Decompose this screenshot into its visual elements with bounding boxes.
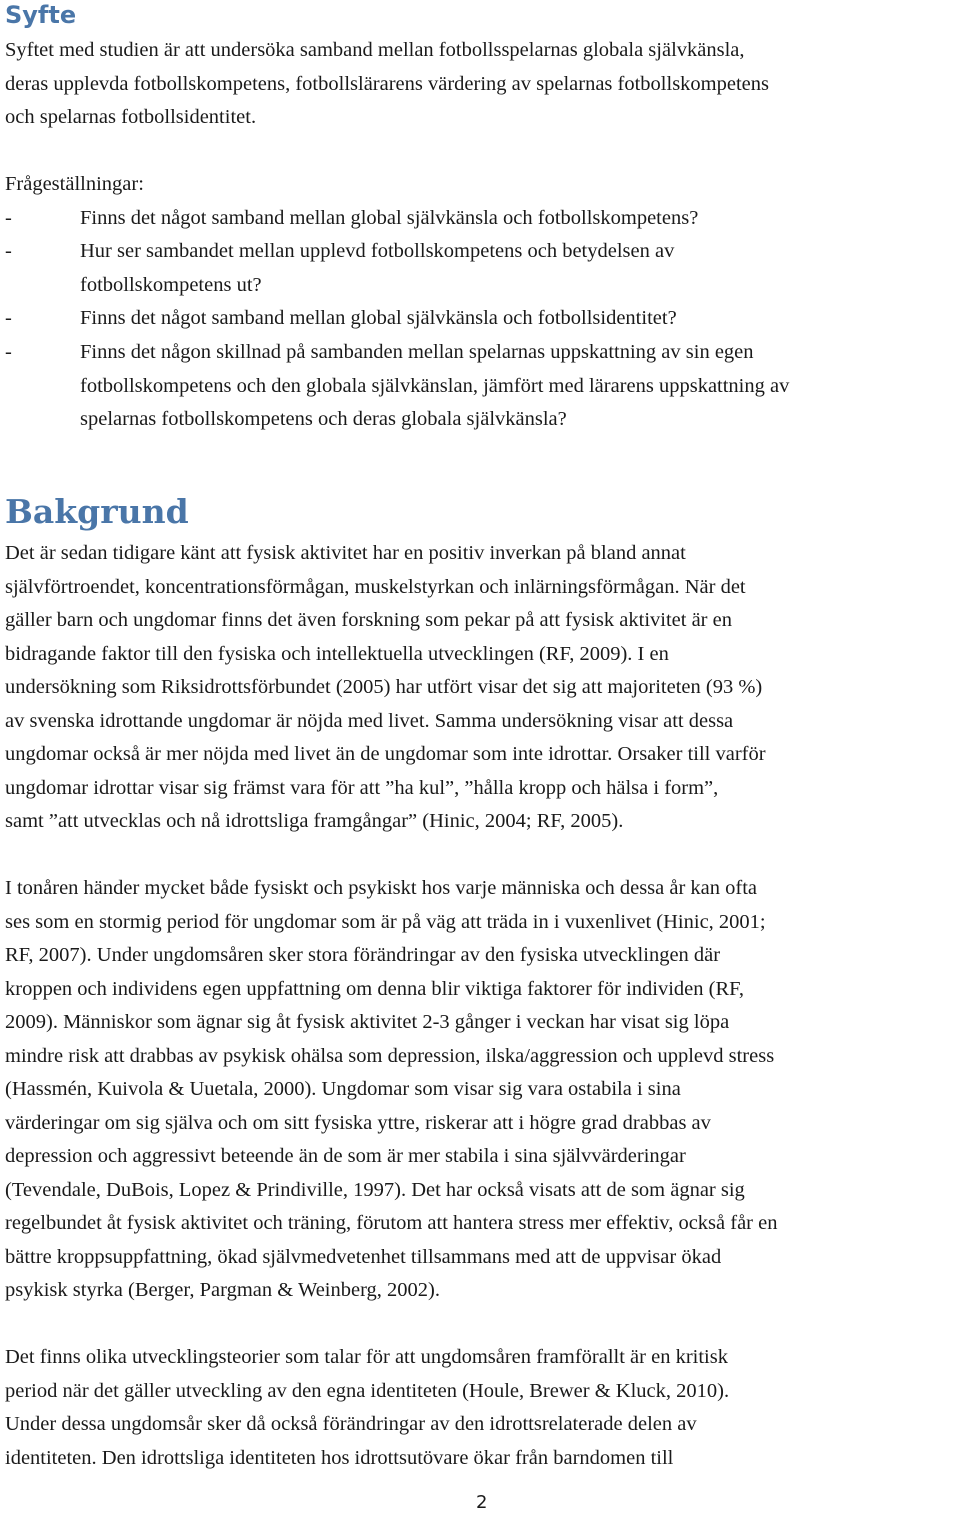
paragraph-line: ses som en stormig period för ungdomar som är på väg att träda in i vuxenlivet (Hinic, 2001;: [5, 910, 766, 933]
paragraph-line: självförtroendet, koncentrationsförmågan, muskelstyrkan och inlärningsförmågan. När det: [5, 575, 746, 598]
heading-syfte: Syfte: [5, 1, 77, 29]
list-dash: -: [5, 341, 12, 363]
paragraph-line: depression och aggressivt beteende än de som är mer stabila i sina självvärderingar: [5, 1145, 686, 1167]
paragraph-line: identiteten. Den idrottsliga identiteten hos idrottsutövare ökar från barndomen till: [5, 1446, 674, 1469]
heading-bakgrund: Bakgrund: [5, 492, 189, 531]
paragraph-line: I tonåren händer mycket både fysiskt och psykiskt hos varje människa och dessa år kan ofta: [5, 877, 758, 899]
paragraph-line: psykisk styrka (Berger, Pargman & Weinberg, 2002).: [5, 1279, 440, 1301]
fragestallningar-label: Frågeställningar:: [5, 173, 144, 195]
paragraph-line: av svenska idrottande ungdomar är nöjda med livet. Samma undersökning visar att dessa: [5, 709, 734, 732]
paragraph-line: (Tevendale, DuBois, Lopez & Prindiville, 1997). Det har också visats att de som ägnar sig: [5, 1178, 745, 1201]
paragraph-line: regelbundet åt fysisk aktivitet och träning, förutom att hantera stress mer effektiv, också får en: [5, 1212, 778, 1234]
paragraph-line: kroppen och individens egen uppfattning om denna blir viktiga faktorer för individen (RF,: [5, 977, 745, 1000]
page-number: 2: [476, 1492, 488, 1513]
list-dash: -: [5, 206, 12, 229]
paragraph-line: Under dessa ungdomsår sker då också förändringar av den idrottsrelaterade delen av: [5, 1413, 697, 1435]
syfte-line: Syftet med studien är att undersöka samband mellan fotbollsspelarnas globala självkänsla,: [5, 39, 745, 61]
question-text: spelarnas fotbollskompetens och deras globala självkänsla?: [80, 408, 567, 430]
question-text: fotbollskompetens ut?: [80, 273, 262, 296]
paragraph-line: 2009). Människor som ägnar sig åt fysisk aktivitet 2-3 gånger i veckan har visat sig löpa: [5, 1011, 730, 1033]
question-text: Finns det något samband mellan global självkänsla och fotbollsidentitet?: [80, 307, 677, 329]
paragraph-line: (Hassmén, Kuivola & Uuetala, 2000). Ungdomar som visar sig vara ostabila i sina: [5, 1078, 681, 1100]
paragraph-line: samt ”att utvecklas och nå idrottsliga framgångar” (Hinic, 2004; RF, 2005).: [5, 810, 624, 832]
question-text: Finns det något samband mellan global självkänsla och fotbollskompetens?: [80, 206, 699, 229]
syfte-line: deras upplevda fotbollskompetens, fotbollslärarens värdering av spelarnas fotbollskompetens: [5, 72, 769, 95]
question-text: Hur ser sambandet mellan upplevd fotbollskompetens och betydelsen av: [80, 240, 675, 262]
paragraph-line: RF, 2007). Under ungdomsåren sker stora förändringar av den fysiska utvecklingen där: [5, 944, 721, 966]
paragraph-line: period när det gäller utveckling av den egna identiteten (Houle, Brewer & Kluck, 2010).: [5, 1379, 730, 1402]
paragraph-line: bidragande faktor till den fysiska och intellektuella utvecklingen (RF, 2009). I en: [5, 642, 669, 665]
paragraph-line: gäller barn och ungdomar finns det även forskning som pekar på att fysisk aktivitet är en: [5, 609, 732, 631]
paragraph-line: ungdomar också är mer nöjda med livet än de ungdomar som inte idrottar. Orsaker till varför: [5, 743, 766, 765]
paragraph-line: Det finns olika utvecklingsteorier som talar för att ungdomsåren framförallt är en kritisk: [5, 1346, 728, 1368]
paragraph-line: undersökning som Riksidrottsförbundet (2005) har utfört visar det sig att majoriteten (93 %): [5, 676, 763, 698]
syfte-line: och spelarnas fotbollsidentitet.: [5, 106, 257, 128]
paragraph-line: värderingar om sig själva och om sitt fysiska yttre, riskerar att i högre grad drabbas av: [5, 1111, 711, 1134]
question-text: fotbollskompetens och den globala självkänslan, jämfört med lärarens uppskattning av: [80, 374, 790, 397]
paragraph-line: mindre risk att drabbas av psykisk ohälsa som depression, ilska/aggression och upplevd stress: [5, 1044, 775, 1067]
list-dash: -: [5, 240, 12, 262]
paragraph-line: bättre kroppsuppfattning, ökad självmedvetenhet tillsammans med att de uppvisar ökad: [5, 1245, 722, 1268]
question-text: Finns det någon skillnad på sambanden mellan spelarnas uppskattning av sin egen: [80, 341, 754, 363]
paragraph-line: ungdomar idrottar visar sig främst vara för att ”ha kul”, ”hålla kropp och hälsa i form”,: [5, 776, 719, 799]
paragraph-line: Det är sedan tidigare känt att fysisk aktivitet har en positiv inverkan på bland annat: [5, 542, 686, 564]
list-dash: -: [5, 307, 12, 329]
